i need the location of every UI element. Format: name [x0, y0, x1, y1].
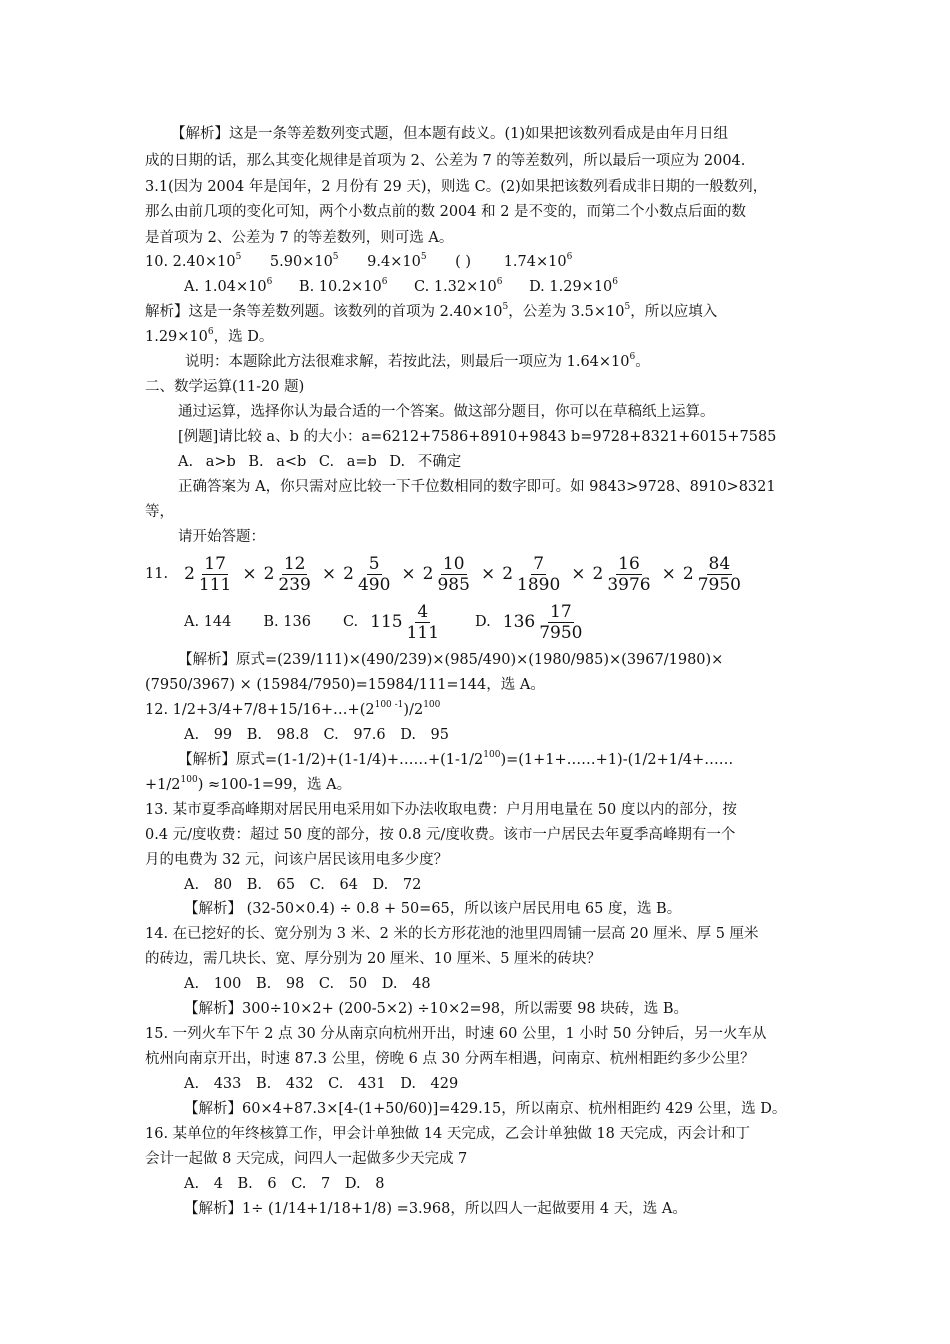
q16-analysis: 【解析】1÷ (1/14+1/18+1/8) =3.968，所以四人一起做要用 4 天，选 A。 — [184, 1201, 687, 1217]
q11-option-c: C. 115 $\frac{4}{111}$ — [342, 601, 440, 643]
q11-times-sign: × — [480, 564, 496, 584]
q11-option-b: B. 136 — [263, 614, 311, 630]
q13-line1: 13. 某市夏季高峰期对居民用电采用如下办法收取电费：户月用电量在 50 度以内的部分，按 — [145, 802, 737, 818]
q11-mixed-number: 2 $\frac{7}{1890}$ — [502, 553, 561, 595]
example-options: A. a>b B. a<b C. a=b D. 不确定 — [178, 454, 462, 470]
q11-times-sign: × — [242, 564, 257, 584]
q10-option-c: C. $1.32\times 10^6$ — [414, 277, 503, 295]
analysis-q9-line2: 成的日期的话，那么其变化规律是首项为 2、公差为 7 的等差数列，所以最后一项应为 2004. — [145, 153, 746, 169]
q13-line2: 0.4 元/度收费：超过 50 度的部分，按 0.8 元/度收费。该市一户居民去年夏季高峰期有一个 — [145, 827, 736, 843]
q12-analysis-line1: 【解析】原式$=(1-1/2)+(1-1/4)+\dots\dots+(1-1/2^{100})=(1+1+\dots\dots+1)-(1/2+1/4+\dots\dots$ — [178, 750, 734, 768]
q11-mixed-number: 2 $\frac{12}{239}$ — [263, 553, 311, 595]
q11-mixed-number: 2 $\frac{84}{7950}$ — [682, 553, 741, 595]
q11-mixed-number: 2 $\frac{16}{3976}$ — [592, 553, 651, 595]
example-answer-line1: 正确答案为 A，你只需对应比较一下千位数相同的数字即可。如 9843>9728、8910>8321 — [178, 479, 776, 495]
q12-options: A. 99 B. 98.8 C. 97.6 D. 95 — [184, 727, 449, 743]
q11-analysis-line1: 【解析】原式=(239/111)×(490/239)×(985/490)×(1980/985)×(3967/1980)× — [178, 652, 724, 668]
q15-line2: 杭州向南京开出，时速 87.3 公里，傍晚 6 点 30 分两车相遇，问南京、杭州相距约多少公里？ — [145, 1051, 755, 1067]
q11-label: 11. — [145, 566, 169, 582]
analysis-q9-line5: 是首项为 2、公差为 7 的等差数列，则可选 A。 — [145, 230, 454, 246]
q11-mixed-number: 2 $\frac{10}{985}$ — [422, 553, 470, 595]
analysis-q9-line1: 【解析】这是一条等差数列变式题，但本题有歧义。(1)如果把该数列看成是由年月日组 — [171, 126, 729, 142]
q14-line2: 的砖边，需几块长、宽、厚分别为 20 厘米、10 厘米、5 厘米的砖块？ — [145, 951, 602, 967]
question-11 — [145, 551, 745, 597]
q13-line3: 月的电费为 32 元，问该户居民该用电多少度？ — [145, 852, 449, 868]
q10-blank: ( ) — [455, 254, 472, 270]
start-prompt: 请开始答题： — [178, 529, 265, 545]
q15-analysis: 【解析】60×4+87.3×[4-(1+50/60)]=429.15，所以南京、杭州相距约 429 公里，选 D。 — [184, 1101, 787, 1117]
q10-term1: 10. $2.40\times 10^5$ — [145, 252, 242, 270]
q10-term2: $5.90\times 10^5$ — [269, 252, 339, 270]
q10-note: 说明：本题除此方法很难求解，若按此法，则最后一项应为 $1.64\times 10^6$。 — [185, 352, 650, 370]
section-intro: 通过运算，选择你认为最合适的一个答案。做这部分题目，你可以在草稿纸上运算。 — [178, 404, 715, 420]
q11-mixed-number: 2 $\frac{17}{111}$ — [184, 553, 232, 595]
q15-options: A. 433 B. 432 C. 431 D. 429 — [184, 1076, 459, 1092]
q12-analysis-line2: $+1/2^{100}) \approx 100-1=99$，选 A。 — [145, 775, 352, 793]
q13-options: A. 80 B. 65 C. 64 D. 72 — [184, 877, 422, 893]
q13-analysis: 【解析】 (32-50×0.4) ÷ 0.8 + 50=65，所以该户居民用电 65 度，选 B。 — [184, 901, 682, 917]
question-12: 12. $1/2+3/4+7/8+15/16+\dots+(2^{100 -1})/2^{100}$ — [145, 700, 441, 718]
q10-options — [184, 277, 618, 297]
q10-term3: $9.4\times 10^5$ — [367, 252, 427, 270]
q11-times-sign: × — [571, 564, 586, 584]
analysis-q9-line4: 那么由前几项的变化可知，两个小数点前的数 2004 和 2 是不变的，而第二个小数点后面的数 — [145, 204, 747, 220]
q11-times-sign: × — [321, 564, 337, 584]
q11-analysis-line2: (7950/3967) × (15984/7950)=15984/111=144，选 A。 — [145, 677, 545, 693]
q11-options — [184, 600, 586, 644]
analysis-q9-line3: 3.1(因为 2004 年是闰年，2 月份有 29 天)，则选 C。(2)如果把该数列看成非日期的一般数列， — [145, 179, 768, 195]
q10-option-d: D. $1.29\times 10^6$ — [529, 277, 619, 295]
example-answer-line2: 等， — [145, 504, 174, 520]
q14-line1: 14. 在已挖好的长、宽分别为 3 米、2 米的长方形花池的池里四周铺一层高 20 厘米、厚 5 厘米 — [145, 926, 759, 942]
q14-options: A. 100 B. 98 C. 50 D. 48 — [184, 976, 431, 992]
q10-analysis-line2: $1.29\times 10^6$，选 D。 — [145, 327, 274, 345]
example-question: [例题]请比较 a、b 的大小：a=6212+7586+8910+9843 b=9728+8321+6015+7585 — [178, 429, 777, 445]
q16-options: A. 4 B. 6 C. 7 D. 8 — [184, 1176, 385, 1192]
q11-expression — [184, 554, 745, 595]
q10-analysis-line1: 解析】这是一条等差数列题。该数列的首项为 $2.40\times 10^5$，公差为 $3.5\times 10^5$，所以应填入 — [145, 302, 718, 320]
q11-times-sign: × — [401, 564, 416, 584]
q10-option-b: B. $10.2\times 10^6$ — [298, 277, 388, 295]
q11-mixed-number: 2 $\frac{5}{490}$ — [343, 553, 391, 595]
q15-line1: 15. 一列火车下午 2 点 30 分从南京向杭州开出，时速 60 公里，1 小时 50 分钟后，另一火车从 — [145, 1026, 767, 1042]
section-heading: 二、数学运算(11-20 题) — [145, 379, 305, 395]
q16-line1: 16. 某单位的年终核算工作，甲会计单独做 14 天完成，乙会计单独做 18 天完成，丙会计和丁 — [145, 1126, 751, 1142]
q10-option-a: A. $1.04\times 10^6$ — [184, 277, 273, 295]
q11-option-d: D. 136 $\frac{17}{7950}$ — [475, 601, 583, 643]
q11-times-sign: × — [661, 564, 676, 584]
question-10 — [145, 252, 572, 272]
q16-line2: 会计一起做 8 天完成，问四人一起做多少天完成 7 — [145, 1151, 468, 1167]
q14-analysis: 【解析】300÷10×2+ (200-5×2) ÷10×2=98，所以需要 98 块砖，选 B。 — [184, 1001, 689, 1017]
q11-option-a: A. 144 — [184, 614, 232, 630]
q10-term5: $1.74\times 10^6$ — [503, 252, 573, 270]
